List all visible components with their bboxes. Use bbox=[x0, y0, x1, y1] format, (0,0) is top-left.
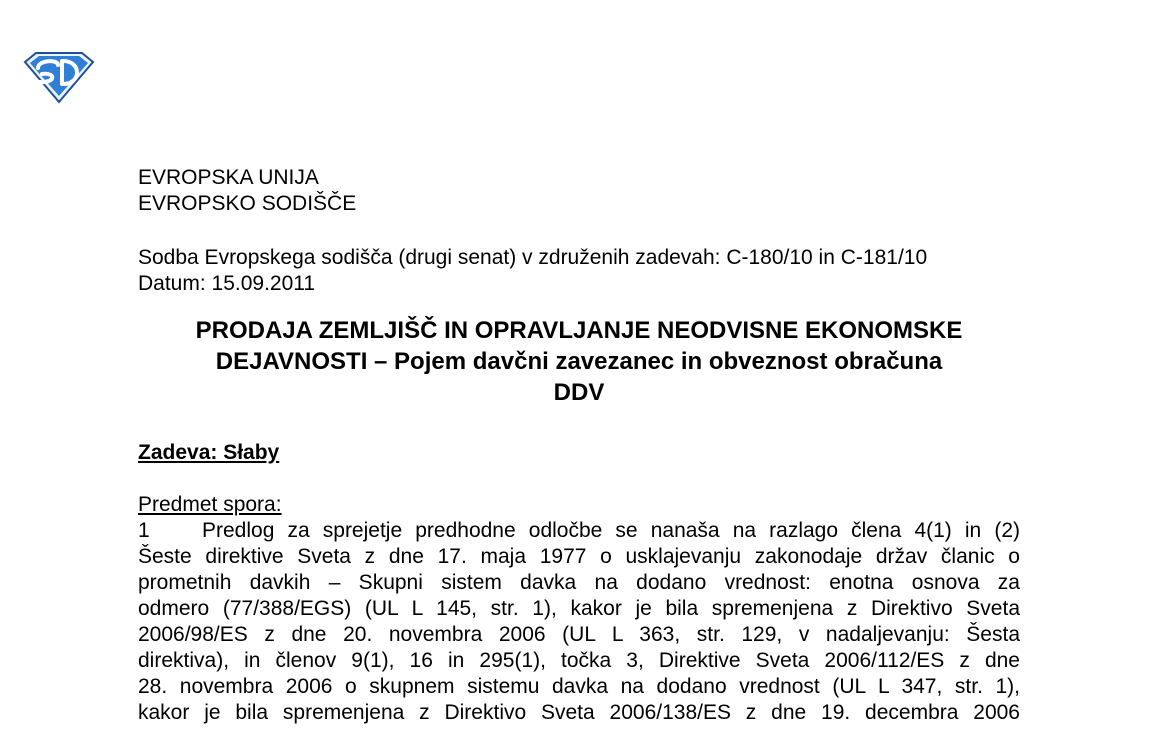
paragraph-line: prometnih davkih – Skupni sistem davka na dodano vrednost: enotna osnova za bbox=[138, 571, 1020, 594]
document-title bbox=[138, 315, 1020, 408]
ruling-date: Datum: 15.09.2011 bbox=[138, 272, 316, 295]
case-name: Zadeva: Słaby bbox=[138, 441, 280, 464]
company-logo bbox=[22, 50, 96, 104]
paragraph-line: Šeste direktive Sveta z dne 17. maja 1977 o usklajevanju zakonodaje držav članic o bbox=[138, 545, 1020, 568]
paragraph-1 bbox=[138, 518, 1020, 726]
paragraph-number: 1 bbox=[138, 519, 150, 542]
document-body bbox=[138, 165, 1020, 726]
title-line-1: PRODAJA ZEMLJIŠČ IN OPRAVLJANJE NEODVISNE EKONOMSKE bbox=[195, 317, 963, 344]
paragraph-line: kakor je bila spremenjena z Direktivo Sveta 2006/138/ES z dne 19. decembra 2006 bbox=[138, 701, 1020, 724]
paragraph-line: 28. novembra 2006 o skupnem sistemu davka na dodano vrednost (UL L 347, str. 1), bbox=[138, 675, 1020, 698]
header-union: EVROPSKA UNIJA bbox=[138, 166, 319, 189]
subject-heading: Predmet spora: bbox=[138, 493, 282, 516]
title-line-3: DDV bbox=[553, 379, 605, 406]
logo-emblem-icon bbox=[22, 50, 96, 104]
header-court: EVROPSKO SODIŠČE bbox=[138, 192, 357, 215]
paragraph-line: 2006/98/ES z dne 20. novembra 2006 (UL L 363, str. 129, v nadaljevanju: Šesta bbox=[138, 623, 1020, 646]
paragraph-line: odmero (77/388/EGS) (UL L 145, str. 1), kakor je bila spremenjena z Direktivo Sveta bbox=[138, 597, 1020, 620]
paragraph-line: direktiva), in členov 9(1), 16 in 295(1), točka 3, Direktive Sveta 2006/112/ES z dne bbox=[138, 649, 1020, 672]
paragraph-line: 1 Predlog za sprejetje predhodne odločbe se nanaša na razlago člena 4(1) in (2) bbox=[138, 519, 1020, 542]
title-line-2: DEJAVNOSTI – Pojem davčni zavezanec in obveznost obračuna bbox=[215, 348, 943, 375]
ruling-line: Sodba Evropskega sodišča (drugi senat) v združenih zadevah: C-180/10 in C-181/10 bbox=[138, 246, 928, 269]
